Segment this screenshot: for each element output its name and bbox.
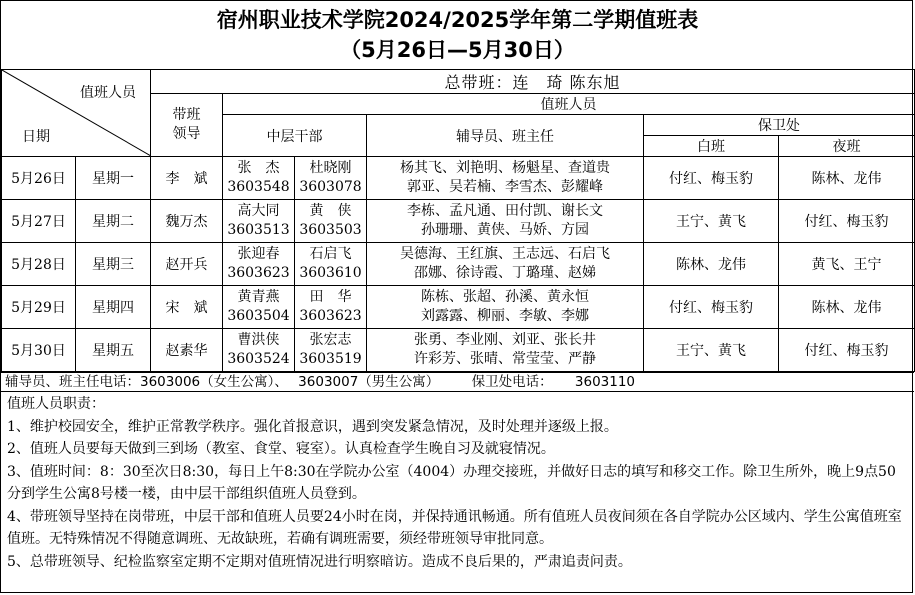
night-shift-cell: 陈林、龙伟 (779, 286, 915, 329)
date-cell: 5月29日 (2, 286, 76, 329)
counselor-cell: 李栋、孟凡通、田付凯、谢长文 孙珊珊、黄侠、马娇、方园 (367, 200, 644, 243)
cadre-2-cell: 田 华 3603623 (295, 286, 367, 329)
duty-item: 4、带班领导坚持在岗带班，中层干部和值班人员要24小时在岗，并保持通讯畅通。所有值班人员夜间须在各自学院办公区域内、学生公寓值班室值班。无特殊情况不得随意调班、无故缺班，若确有调班需要，须经带班领导审批同意。 (7, 508, 902, 547)
header-date-label: 日期 (22, 129, 50, 145)
day-shift-cell: 王宁、黄飞 (644, 329, 779, 372)
duty-staff-header: 值班人员 (223, 94, 915, 115)
counselor-cell: 张勇、李业刚、刘亚、张长井 许彩芳、张晴、常莹莹、严静 (367, 329, 644, 372)
date-cell: 5月26日 (2, 157, 76, 200)
general-duty-leaders: 总带班：连 琦 陈东旭 (151, 70, 915, 94)
cadre-2-cell: 张宏志 3603519 (295, 329, 367, 372)
weekday-cell: 星期三 (76, 243, 151, 286)
title-line-2: （5月26日—5月30日） (340, 38, 575, 62)
cadre-1-cell: 张迎春 3603623 (223, 243, 295, 286)
title-line-1: 宿州职业技术学院2024/2025学年第二学期值班表 (216, 8, 699, 32)
security-phone-label: 保卫处电话： (471, 374, 553, 390)
night-shift-cell: 黄飞、王宁 (779, 243, 915, 286)
counselor-cell: 陈栋、张超、孙溪、黄永恒 刘露露、柳丽、李敏、李娜 (367, 286, 644, 329)
night-shift-cell: 付红、梅玉豹 (779, 329, 915, 372)
duty-item: 2、值班人员要每天做到三到场（教室、食堂、寝室）。认真检查学生晚自习及就寝情况。 (7, 441, 555, 457)
duty-item: 1、维护校园安全，维护正常教学秩序。强化首报意识，遇到突发紧急情况，及时处理并逐级上报。 (7, 418, 618, 435)
leader-cell: 魏万杰 (151, 200, 223, 243)
duty-table (1, 69, 915, 372)
date-cell: 5月27日 (2, 200, 76, 243)
date-cell: 5月28日 (2, 243, 76, 286)
contact-phones (1, 372, 914, 392)
leader-cell: 赵素华 (151, 329, 223, 372)
table-row (2, 329, 915, 372)
leader-cell: 李 斌 (151, 157, 223, 200)
header-diagonal-cell (2, 70, 151, 157)
day-shift-cell: 付红、梅玉豹 (644, 157, 779, 200)
security-phone: 3603110 (574, 374, 636, 390)
counselor-cell: 杨其飞、刘艳明、杨魁星、查道贵 郭亚、吴若楠、李雪杰、彭耀峰 (367, 157, 644, 200)
day-shift-cell: 王宁、黄飞 (644, 200, 779, 243)
day-shift-header: 白班 (644, 136, 779, 157)
duty-item: 3、值班时间：8：30至次日8:30，每日上午8:30在学院办公室（4004）办理交接班，并做好日志的填写和移交工作。除卫生所外，晚上9点50分到学生公寓8号楼一楼，由中层干部组织值班人员登到。 (7, 463, 896, 502)
cadre-2-cell: 杜晓刚 3603078 (295, 157, 367, 200)
leader-cell: 赵开兵 (151, 243, 223, 286)
night-shift-cell: 陈林、龙伟 (779, 157, 915, 200)
weekday-cell: 星期二 (76, 200, 151, 243)
duties-heading: 值班人员职责： (7, 396, 105, 412)
night-shift-header: 夜班 (779, 136, 915, 157)
cadre-2-cell: 石启飞 3603610 (295, 243, 367, 286)
table-row (2, 286, 915, 329)
cadre-1-cell: 黄青燕 3603504 (223, 286, 295, 329)
duty-item: 5、总带班领导、纪检监察室定期不定期对值班情况进行明察暗访。造成不良后果的，严肃追责问责。 (7, 553, 632, 570)
leader-cell: 宋 斌 (151, 286, 223, 329)
security-header: 保卫处 (644, 115, 915, 136)
duty-responsibilities (1, 393, 914, 573)
cadre-1-cell: 曹洪侠 3603524 (223, 329, 295, 372)
table-row (2, 243, 915, 286)
cadre-1-cell: 张 杰 3603548 (223, 157, 295, 200)
counselor-phone-label: 辅导员、班主任电话：3603006（女生公寓）、 (5, 374, 288, 390)
page-title (1, 1, 914, 69)
cadre-1-cell: 高大同 3603513 (223, 200, 295, 243)
table-row (2, 157, 915, 200)
night-shift-cell: 付红、梅玉豹 (779, 200, 915, 243)
male-dorm-phone: 3603007（男生公寓） (298, 374, 440, 390)
counselor-header: 辅导员、班主任 (367, 115, 644, 157)
counselor-cell: 吴德海、王红旗、王志远、石启飞 邵娜、徐诗霞、丁璐瑾、赵娣 (367, 243, 644, 286)
weekday-cell: 星期四 (76, 286, 151, 329)
weekday-cell: 星期一 (76, 157, 151, 200)
date-cell: 5月30日 (2, 329, 76, 372)
weekday-cell: 星期五 (76, 329, 151, 372)
day-shift-cell: 付红、梅玉豹 (644, 286, 779, 329)
table-row (2, 200, 915, 243)
cadre-2-cell: 黄 侠 3603503 (295, 200, 367, 243)
lead-column-header: 带班 领导 (151, 94, 223, 157)
mid-cadre-header: 中层干部 (223, 115, 367, 157)
day-shift-cell: 陈林、龙伟 (644, 243, 779, 286)
header-staff-label: 值班人员 (80, 85, 136, 101)
